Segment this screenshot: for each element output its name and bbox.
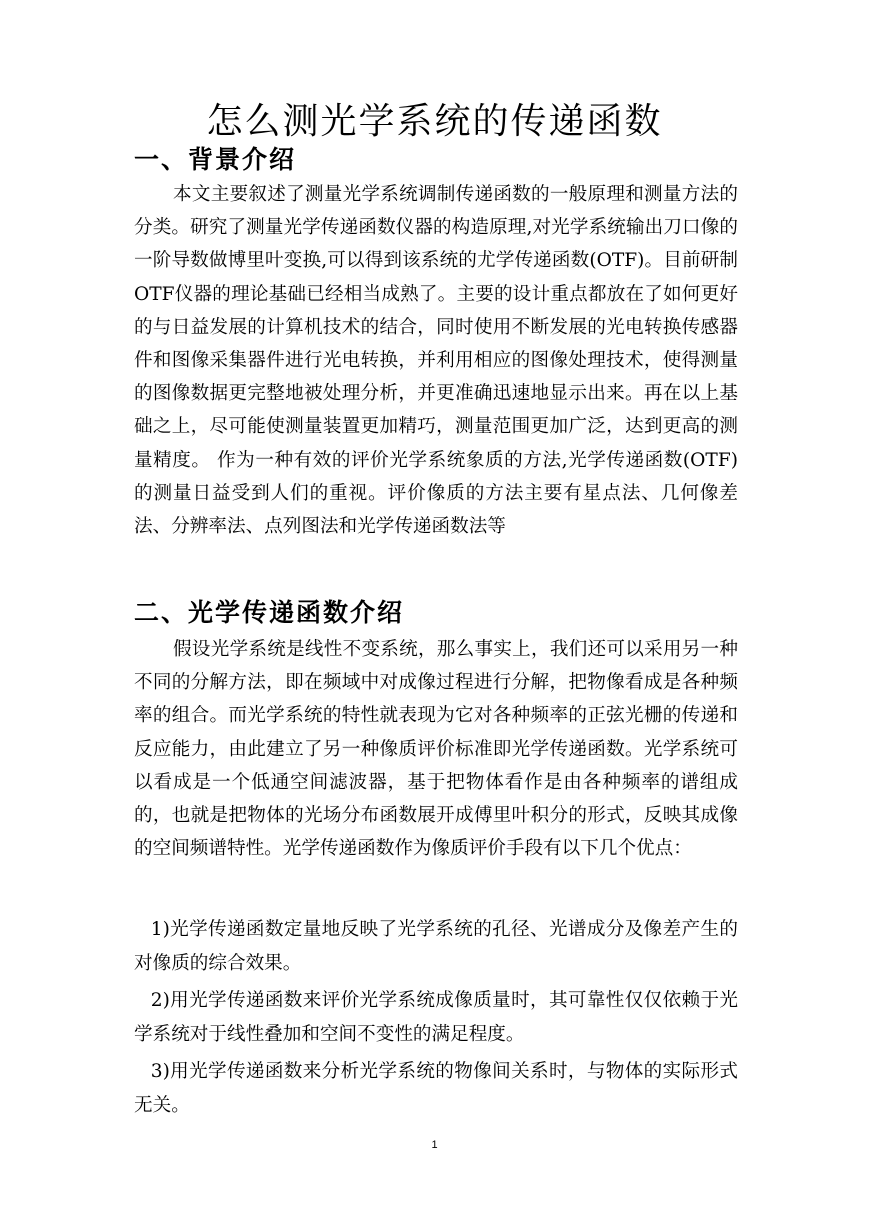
document-title: 怎么测光学系统的传递函数 (206, 101, 663, 142)
advantage-list-item-1: 1)光学传递函数定量地反映了光学系统的孔径、光谱成分及像差产生的对像质的综合效果。 (134, 919, 738, 974)
advantage-list-item-3: 3)用光学传递函数来分析光学系统的物像间关系时，与物体的实际形式无关。 (134, 1061, 738, 1116)
section-heading-background: 一、背景介绍 (134, 145, 297, 174)
section-paragraph-background: 本文主要叙述了测量光学系统调制传递函数的一般原理和测量方法的分类。研究了测量光学传递函数仪器的构造原理,对光学系统输出刀口像的一阶导数做博里叶变换,可以得到该系统的尤学传递函数(OTF)。目前研制OTF仪器的理论基础已经相当成熟了。主要的设计重点都放在了如何更好的与日益发展的计算机技术的结合，同时使用不断发展的光电转换传感器件和图像采集器件进行光电转换，并利用相应的图像处理技术，使得测量的图像数据更完整地被处理分析，并更准确迅速地显示出来。再在以上基础之上，尽可能使测量装置更加精巧，测量范围更加广泛，达到更高的测量精度。 作为一种有效的评价光学系统象质的方法,光学传递函数(OTF)的测量日益受到人们的重视。评价像质的方法主要有星点法、几何像差法、分辨率法、点列图法和光学传递函数法等 (134, 184, 738, 538)
section-heading-otf-intro: 二、光学传递函数介绍 (134, 598, 405, 627)
section-paragraph-otf-intro: 假设光学系统是线性不变系统，那么事实上，我们还可以采用另一种不同的分解方法，即在频域中对成像过程进行分解，把物像看成是各种频率的组合。而光学系统的特性就表现为它对各种频率的正弦光栅的传递和反应能力，由此建立了另一种像质评价标准即光学传递函数。光学系统可以看成是一个低通空间滤波器，基于把物体看作是由各种频率的谱组成的，也就是把物体的光场分布函数展开成傅里叶积分的形式，反映其成像的空间频谱特性。光学传递函数作为像质评价手段有以下几个优点： (134, 639, 738, 860)
advantage-list-item-2: 2)用光学传递函数来评价光学系统成像质量时，其可靠性仅仅依赖于光学系统对于线性叠加和空间不变性的满足程度。 (134, 990, 738, 1045)
page-number: 1 (431, 1139, 438, 1151)
